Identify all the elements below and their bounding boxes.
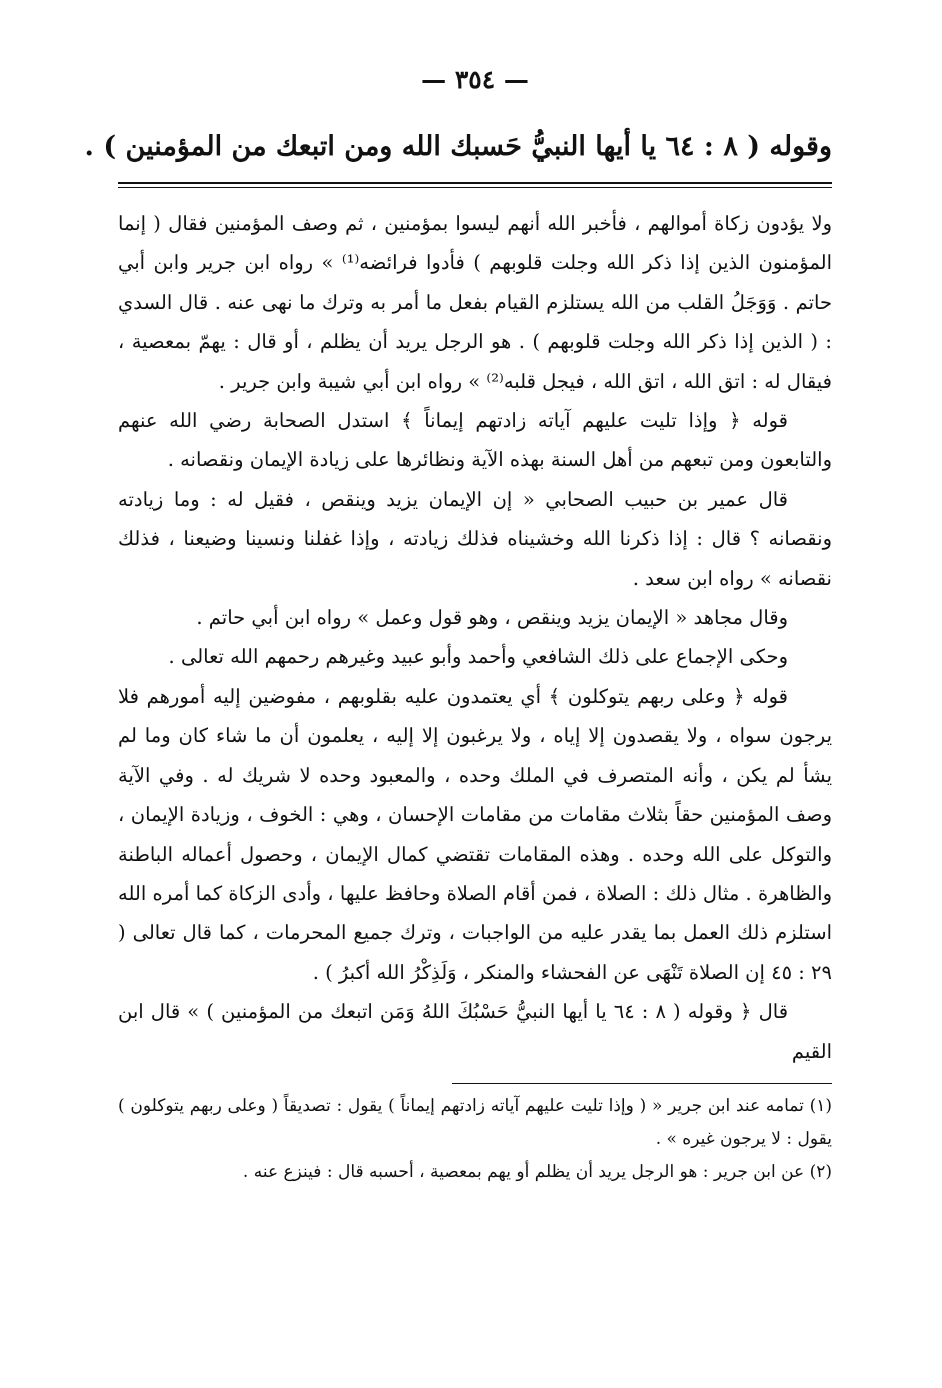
paragraph-7: قال ﴿ وقوله ( ٨ : ٦٤ يا أيها النبيُّ حَسْبُكَ اللهُ وَمَن اتبعك من المؤمنين ) » قال ابن القيم (118, 1000, 832, 1063)
heading-separator (118, 182, 832, 188)
footnote-1: (١) تمامه عند ابن جرير « ( وإذا تليت عليهم آياته زادتهم إيماناً ) يقول : تصديقاً ( وعلى ربهم يتوكلون ) يقول : لا يرجون غيره » . (118, 1095, 832, 1149)
paragraph-1: ولا يؤدون زكاة أموالهم ، فأخبر الله أنهم ليسوا بمؤمنين ، ثم وصف المؤمنين فقال ( إنما المؤمنون الذين إذا ذكر الله وجلت قلوبهم ) فأدوا فرائضه⁽¹⁾ » رواه ابن جرير وابن أبي حاتم . وَوَجَلُ القلب من الله يستلزم القيام بفعل ما أمر به وترك ما نهى عنه . قال السدي : ( الذين إذا ذكر الله وجلت قلوبهم ) . هو الرجل يريد أن يظلم ، أو قال : يهمّ بمعصية ، فيقال له : اتق الله ، اتق الله ، فيجل قلبه⁽²⁾ » رواه ابن أبي شيبة وابن جرير . (118, 212, 832, 393)
paragraph-6: قوله ﴿ وعلى ربهم يتوكلون ﴾ أي يعتمدون عليه بقلوبهم ، مفوضين إليه أمورهم فلا يرجون سواه ، ولا يقصدون إلا إياه ، ولا يرغبون إلا إليه ، يعلمون أن ما شاء كان وما لم يشأ لم يكن ، وأنه المتصرف في الملك وحده ، والمعبود وحده لا شريك له . وفي الآية وصف المؤمنين حقاً بثلاث مقامات من مقامات الإحسان ، وهي : الخوف ، وزيادة الإيمان ، والتوكل على الله وحده . وهذه المقامات تقتضي كمال الإيمان ، وحصول أعماله الباطنة والظاهرة . مثال ذلك : الصلاة ، فمن أقام الصلاة وحافظ عليها ، وأدى الزكاة كما أمره الله استلزم ذلك العمل بما يقدر عليه من الواجبات ، وترك جميع المحرمات ، كما قال تعالى ( ٢٩ : ٤٥ إن الصلاة تَنْهَى عن الفحشاء والمنكر ، وَلَذِكْرُ الله أكبرُ ) . (118, 684, 832, 984)
paragraph-3: قال عمير بن حبيب الصحابي « إن الإيمان يزيد وينقص ، فقيل له : وما زيادته ونقصانه ؟ قال : إذا ذكرنا الله وخشيناه فذلك زيادته ، وإذا غفلنا ونسينا وضيعنا ، فذلك نقصانه » رواه ابن سعد . (118, 487, 832, 590)
body-text (118, 204, 832, 1071)
page-number: — ٣٥٤ — (421, 65, 529, 94)
paragraph-4: وقال مجاهد « الإيمان يزيد وينقص ، وهو قول وعمل » رواه ابن أبي حاتم . (196, 606, 788, 630)
footnotes (118, 1090, 832, 1189)
footnote-2: (٢) عن ابن جرير : هو الرجل يريد أن يظلم أو يهم بمعصية ، أحسبه قال : فينزع عنه . (242, 1161, 832, 1182)
paragraph-5: وحكى الإجماع على ذلك الشافعي وأحمد وأبو عبيد وغيرهم رحمهم الله تعالى . (168, 645, 788, 669)
chapter-heading: وقوله ( ٨ : ٦٤ يا أيها النبيُّ حَسبك الله ومن اتبعك من المؤمنين ) . (84, 131, 832, 162)
paragraph-2: قوله ﴿ وإذا تليت عليهم آياته زادتهم إيماناً ﴾ استدل الصحابة رضي الله عنهم والتابعون ومن تبعهم من أهل السنة بهذه الآية ونظائرها على زيادة الإيمان ونقصانه . (118, 409, 832, 472)
footnote-separator (452, 1083, 832, 1084)
